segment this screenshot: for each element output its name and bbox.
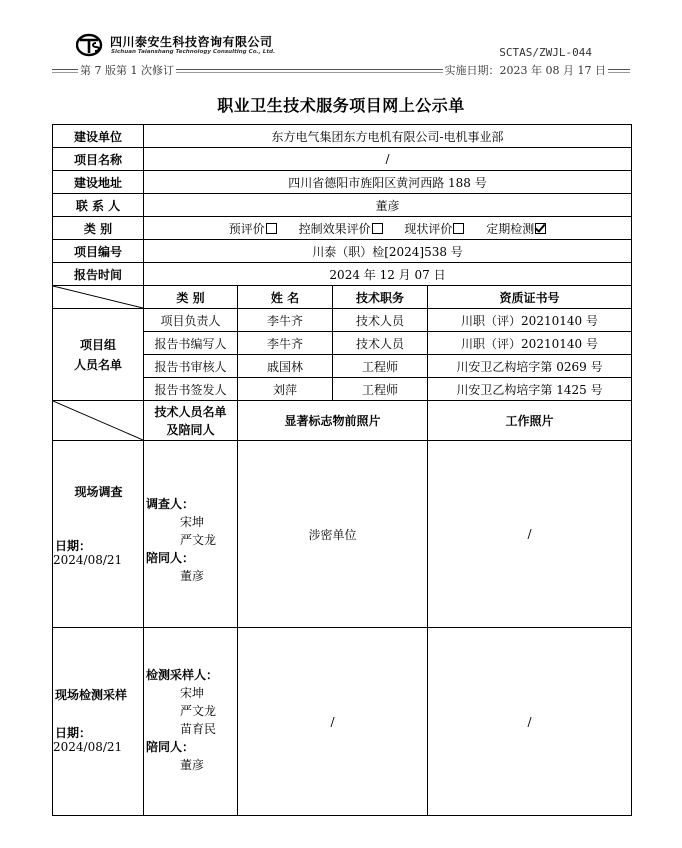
- checkbox-pre-eval[interactable]: [266, 223, 277, 234]
- survey-title: 现场调查: [74, 485, 123, 499]
- checkbox-periodic-test-checked[interactable]: [535, 223, 546, 234]
- survey-info: [53, 441, 144, 628]
- survey-companion-label: 陪同人：: [146, 551, 195, 565]
- investigator-name: 严文龙: [180, 533, 217, 547]
- field-col-front-photo: 显著标志物前照片: [238, 401, 428, 441]
- sampler-label: 检测采样人：: [146, 668, 219, 682]
- survey-work-photo: /: [428, 441, 632, 628]
- label-project-name: 项目名称: [53, 148, 144, 171]
- staff-group-label: [53, 309, 144, 401]
- document-code: SCTAS/ZWJL-044: [499, 46, 592, 59]
- implementation-date: 实施日期：2023 年 08 月 17 日: [444, 64, 606, 77]
- investigator-name: 宋坤: [180, 515, 205, 529]
- staff-name: 李牛齐: [238, 309, 333, 332]
- sampling-work-photo: /: [428, 628, 632, 816]
- sampling-date: 2024/08/21: [53, 740, 123, 754]
- diagonal-cell: [53, 286, 144, 309]
- label-address: 建设地址: [53, 171, 144, 194]
- survey-companion-name: 董彦: [180, 569, 205, 583]
- staff-cert: 川职（评）20210140 号: [428, 309, 632, 332]
- staff-title: 工程师: [333, 355, 428, 378]
- staff-col-cert: 资质证书号: [428, 286, 632, 309]
- field-col-tech-2: 及陪同人: [166, 422, 215, 437]
- staff-group-label-2: 人员名单: [73, 357, 122, 372]
- checkbox-control-eval[interactable]: [372, 223, 383, 234]
- value-report-time: 2024 年 12 月 07 日: [144, 263, 632, 286]
- survey-front-photo: 涉密单位: [238, 441, 428, 628]
- option-control-eval: 控制效果评价: [298, 221, 371, 236]
- row-contact: [53, 194, 632, 217]
- investigator-label: 调查人：: [146, 497, 195, 511]
- disclosure-table: [52, 124, 632, 816]
- checkbox-status-eval[interactable]: [453, 223, 464, 234]
- row-report-time: [53, 263, 632, 286]
- staff-cert: 川职（评）20210140 号: [428, 332, 632, 355]
- value-project-no: 川泰（职）检[2024]538 号: [144, 240, 632, 263]
- sampling-companion-name: 董彦: [180, 758, 205, 772]
- value-unit: 东方电气集团东方电机有限公司-电机事业部: [144, 125, 632, 148]
- staff-col-name: 姓 名: [238, 286, 333, 309]
- label-project-no: 项目编号: [53, 240, 144, 263]
- type-options: [144, 217, 632, 240]
- diagonal-cell: [53, 401, 144, 441]
- sampling-front-photo: /: [238, 628, 428, 816]
- field-header-row: [53, 401, 632, 441]
- staff-col-title: 技术职务: [333, 286, 428, 309]
- sampling-people: [144, 628, 238, 816]
- option-status-eval: 现状评价: [404, 221, 453, 236]
- row-project-no: [53, 240, 632, 263]
- field-col-work-photo: 工作照片: [428, 401, 632, 441]
- survey-date-label: 日期：: [55, 539, 92, 553]
- value-project-name: /: [144, 148, 632, 171]
- staff-role: 报告书审核人: [144, 355, 238, 378]
- option-pre-eval: 预评价: [228, 221, 265, 236]
- sampling-date-label: 日期：: [55, 726, 92, 740]
- staff-group-label-1: 项目组: [79, 337, 116, 352]
- staff-title: 技术人员: [333, 332, 428, 355]
- value-address: 四川省德阳市旌阳区黄河西路 188 号: [144, 171, 632, 194]
- row-address: [53, 171, 632, 194]
- survey-people: [144, 441, 238, 628]
- row-type: [53, 217, 632, 240]
- sampler-name: 苗育民: [180, 722, 217, 736]
- sampler-name: 严文龙: [180, 704, 217, 718]
- survey-row: [53, 441, 632, 628]
- company-name: 四川泰安生科技咨询有限公司: [110, 35, 273, 49]
- label-report-time: 报告时间: [53, 263, 144, 286]
- row-unit: [53, 125, 632, 148]
- company-logo: [76, 31, 104, 57]
- staff-name: 刘萍: [238, 378, 333, 401]
- document-header: [0, 0, 682, 80]
- staff-name: 李牛齐: [238, 332, 333, 355]
- staff-col-type: 类 别: [144, 286, 238, 309]
- table-row: [53, 309, 632, 332]
- staff-title: 技术人员: [333, 309, 428, 332]
- staff-cert: 川安卫乙构培字第 1425 号: [428, 378, 632, 401]
- staff-role: 项目负责人: [144, 309, 238, 332]
- staff-name: 戚国林: [238, 355, 333, 378]
- field-col-tech-1: 技术人员名单: [154, 404, 227, 419]
- label-type: 类 别: [53, 217, 144, 240]
- row-project-name: [53, 148, 632, 171]
- sampler-name: 宋坤: [180, 686, 205, 700]
- staff-role: 报告书签发人: [144, 378, 238, 401]
- staff-cert: 川安卫乙构培字第 0269 号: [428, 355, 632, 378]
- page-title: 职业卫生技术服务项目网上公示单: [217, 96, 465, 115]
- company-name-en: Sichuan Taianshang Technology Consulting Co., Ltd.: [111, 49, 276, 55]
- staff-role: 报告书编写人: [144, 332, 238, 355]
- sampling-title: 现场检测采样: [55, 688, 128, 702]
- field-col-tech: [144, 401, 238, 441]
- survey-date: 2024/08/21: [53, 553, 123, 567]
- staff-title: 工程师: [333, 378, 428, 401]
- sampling-info: [53, 628, 144, 816]
- sampling-row: [53, 628, 632, 816]
- label-contact: 联 系 人: [53, 194, 144, 217]
- value-contact: 董彦: [144, 194, 632, 217]
- label-unit: 建设单位: [53, 125, 144, 148]
- sampling-companion-label: 陪同人：: [146, 740, 195, 754]
- staff-header-row: [53, 286, 632, 309]
- option-periodic-test: 定期检测: [486, 221, 535, 236]
- version-text: 第 7 版第 1 次修订: [80, 64, 174, 77]
